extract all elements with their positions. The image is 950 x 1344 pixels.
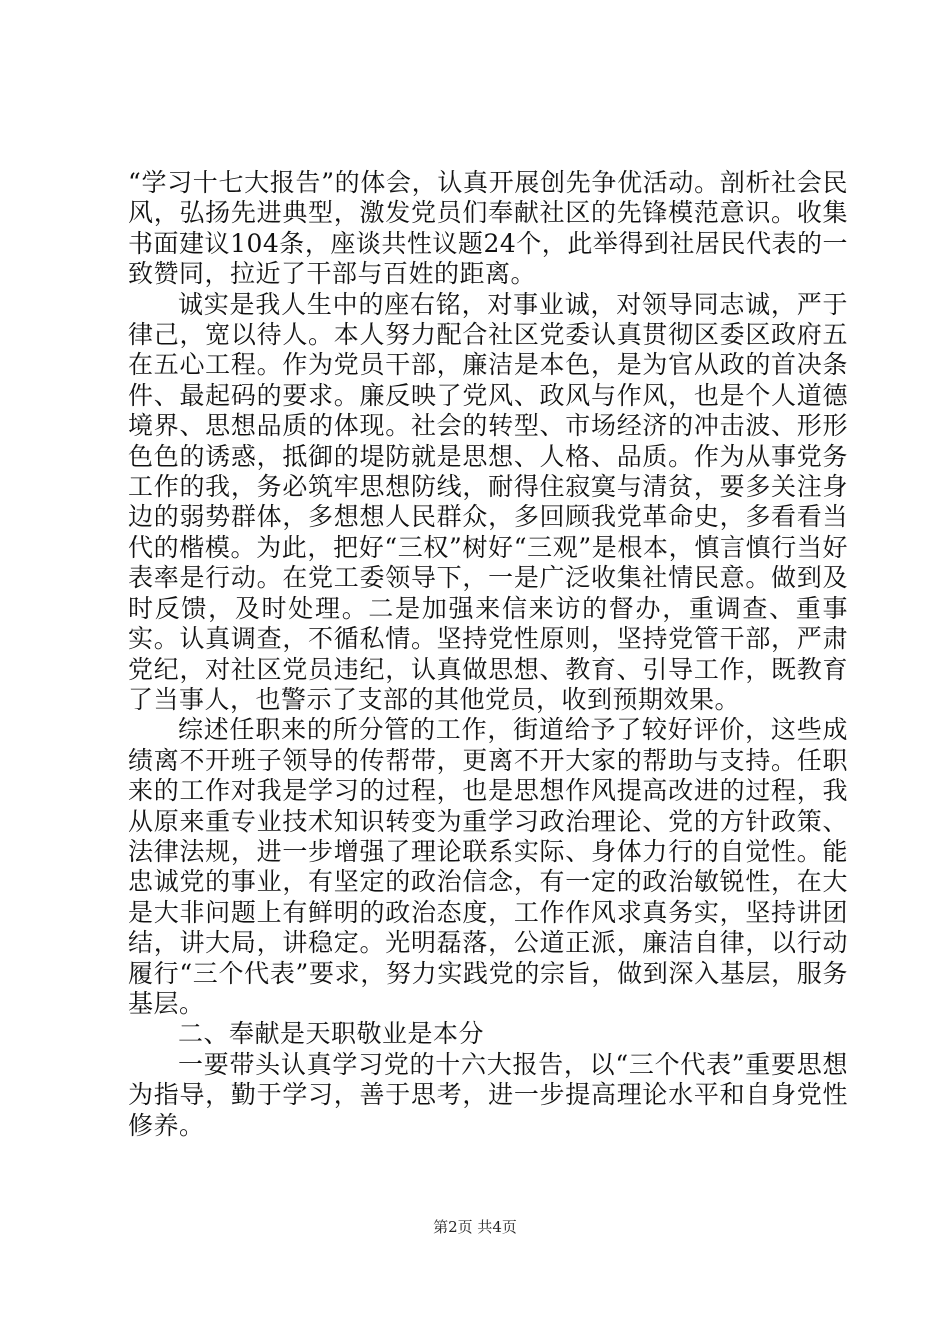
paragraph-3: 综述任职来的所分管的工作，街道给予了较好评价，这些成绩离不开班子领导的传帮带，更离不开大家的帮助与支持。任职来的工作对我是学习的过程，也是思想作风提高改进的过程，我从原来重专业技术知识转变为重学习政治理论、党的方针政策、法律法规，进一步增强了理论联系实际、身体力行的自觉性。能忠诚党的事业，有坚定的政治信念，有一定的政治敏锐性，在大是大非问题上有鲜明的政治态度，工作作风求真务实，坚持讲团结，讲大局，讲稳定。光明磊落，公道正派，廉洁自律，以行动履行“三个代表”要求，努力实践党的宗旨，做到深入基层，服务基层。 xyxy=(128,715,848,1018)
paragraph-2: 诚实是我人生中的座右铭，对事业诚，对领导同志诚，严于律己，宽以待人。本人努力配合社区党委认真贯彻区委区政府五在五心工程。作为党员干部，廉洁是本色，是为官从政的首决条件、最起码的要求。廉反映了党风、政风与作风，也是个人道德境界、思想品质的体现。社会的转型、市场经济的冲击波、形形色色的诱惑，抵御的堤防就是思想、人格、品质。作为从事党务工作的我，务必筑牢思想防线，耐得住寂寞与清贫，要多关注身边的弱势群体，多想想人民群众，多回顾我党革命史，多看看当代的楷模。为此，把好“三权”树好“三观”是根本，慎言慎行当好表率是行动。在党工委领导下，一是广泛收集社情民意。做到及时反馈，及时处理。二是加强来信来访的督办，重调查、重事实。认真调查，不循私情。坚持党性原则，坚持党管干部，严肃党纪，对社区党员违纪，认真做思想、教育、引导工作，既教育了当事人，也警示了支部的其他党员，收到预期效果。 xyxy=(128,289,848,714)
document-body xyxy=(128,168,848,1141)
page-footer: 第2页 共4页 xyxy=(433,1218,517,1236)
section-heading: 二、奉献是天职敬业是本分 xyxy=(178,1019,485,1049)
paragraph-4: 一要带头认真学习党的十六大报告，以“三个代表”重要思想为指导，勤于学习，善于思考，进一步提高理论水平和自身党性修养。 xyxy=(128,1049,848,1140)
paragraph-1: “学习十七大报告”的体会，认真开展创先争优活动。剖析社会民风，弘扬先进典型，激发党员们奉献社区的先锋模范意识。收集书面建议104条，座谈共性议题24个，此举得到社居民代表的一致赞同，拉近了干部与百姓的距离。 xyxy=(128,168,848,289)
